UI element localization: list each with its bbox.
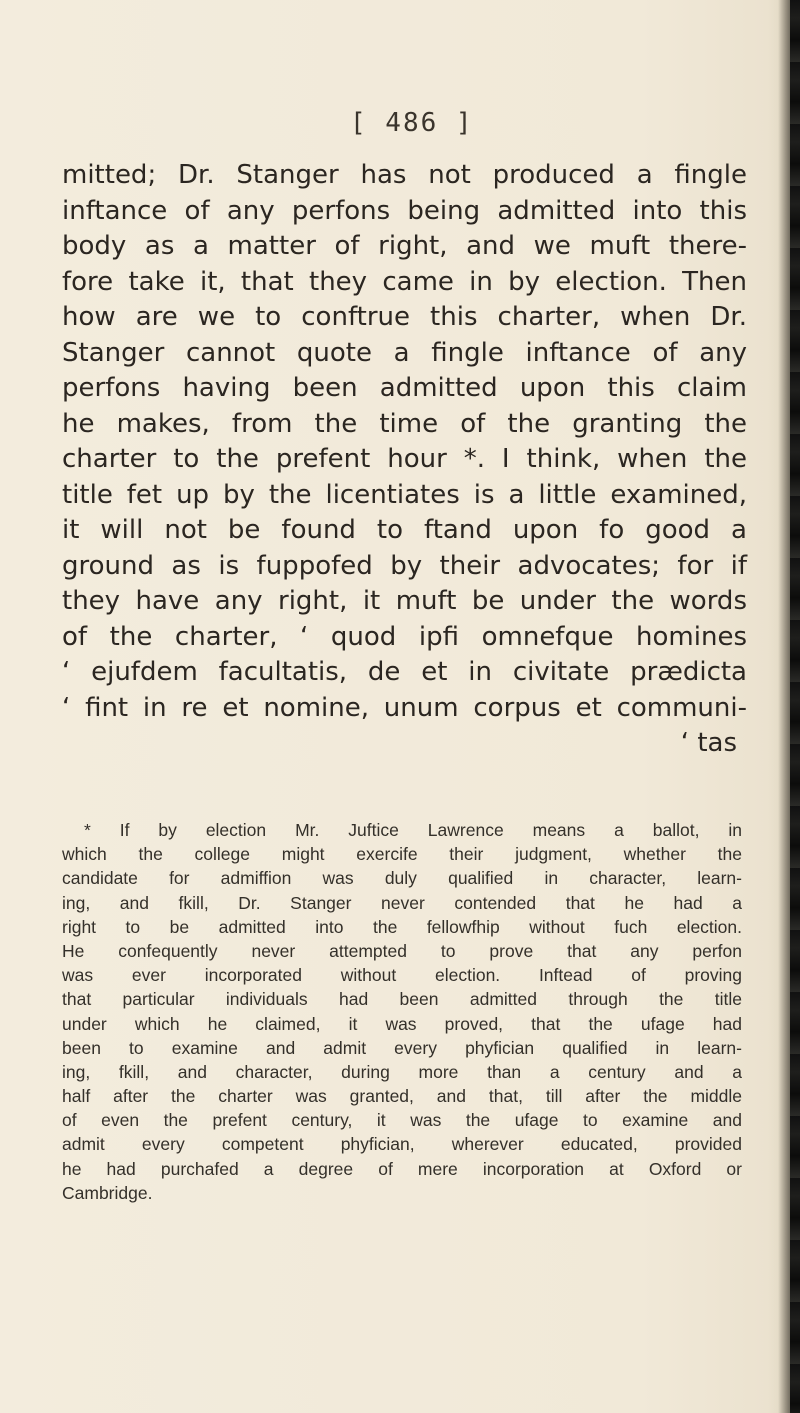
footnote-line: he had purchafed a degree of mere incorporation at Oxford or [62,1158,742,1179]
footnote-line: * If by election Mr. Juftice Lawrence means a ballot, in [84,820,742,840]
body-line: title fet up by the licentiates is a little examined, [62,479,747,510]
body-line: they have any right, it muft be under the words [62,586,747,616]
body-line: inftance of any perfons being admitted into this [62,195,747,226]
body-line: how are we to conftrue this charter, when Dr. [62,302,747,332]
footnote-line: was ever incorporated without election. Inftead of proving [62,965,742,986]
body-line: ground as is fuppofed by their advocates; for if [62,550,747,581]
body-line: of the charter, ‘ quod ipfi omnefque homines [62,621,747,652]
footnote-line: He confequently never attempted to prove that any perfon [62,940,742,961]
book-binding-edge [778,0,800,1413]
body-line: perfons having been admitted upon this claim [62,373,747,403]
body-line: charter to the prefent hour *. I think, when the [62,444,747,474]
footnote-line: ing, and fkill, Dr. Stanger never contended that he had a [62,892,742,913]
body-line: fore take it, that they came in by election. Then [62,266,747,297]
body-line: body as a matter of right, and we muft there- [62,231,747,261]
footnote-line: of even the prefent century, it was the ufage to examine and [62,1110,742,1131]
body-line: it will not be found to ftand upon fo good a [62,515,747,545]
body-line: ‘ ejufdem facultatis, de et in civitate prædicta [62,657,747,687]
body-line: Stanger cannot quote a fingle inftance of any [62,337,747,368]
footnote-line: half after the charter was granted, and that, till after the middle [62,1086,742,1107]
footnote-line: right to be admitted into the fellowfhip without fuch election. [62,916,742,937]
body-line: mitted; Dr. Stanger has not produced a fingle [62,160,747,190]
page-number-header: [ 486 ] [350,108,474,138]
body-line: he makes, from the time of the granting the [62,408,747,439]
footnote-line: been to examine and admit every phyfician qualified in learn- [62,1037,742,1058]
footnote-line: ing, fkill, and character, during more than a century and a [62,1061,742,1082]
footnote-line: under which he claimed, it was proved, that the ufage had [62,1013,742,1034]
main-paragraph [62,158,747,762]
footnote [62,818,742,1205]
footnote-line: admit every competent phyfician, wherever educated, provided [62,1134,742,1155]
body-line: ‘ fint in re et nomine, unum corpus et communi- [62,692,747,723]
catchword: ‘ tas [680,728,737,758]
footnote-line: that particular individuals had been admitted through the title [62,989,742,1010]
footnote-line: candidate for admiffion was duly qualified in character, learn- [62,868,742,889]
footnote-line: Cambridge. [62,1182,153,1203]
footnote-line: which the college might exercife their judgment, whether the [62,844,742,865]
